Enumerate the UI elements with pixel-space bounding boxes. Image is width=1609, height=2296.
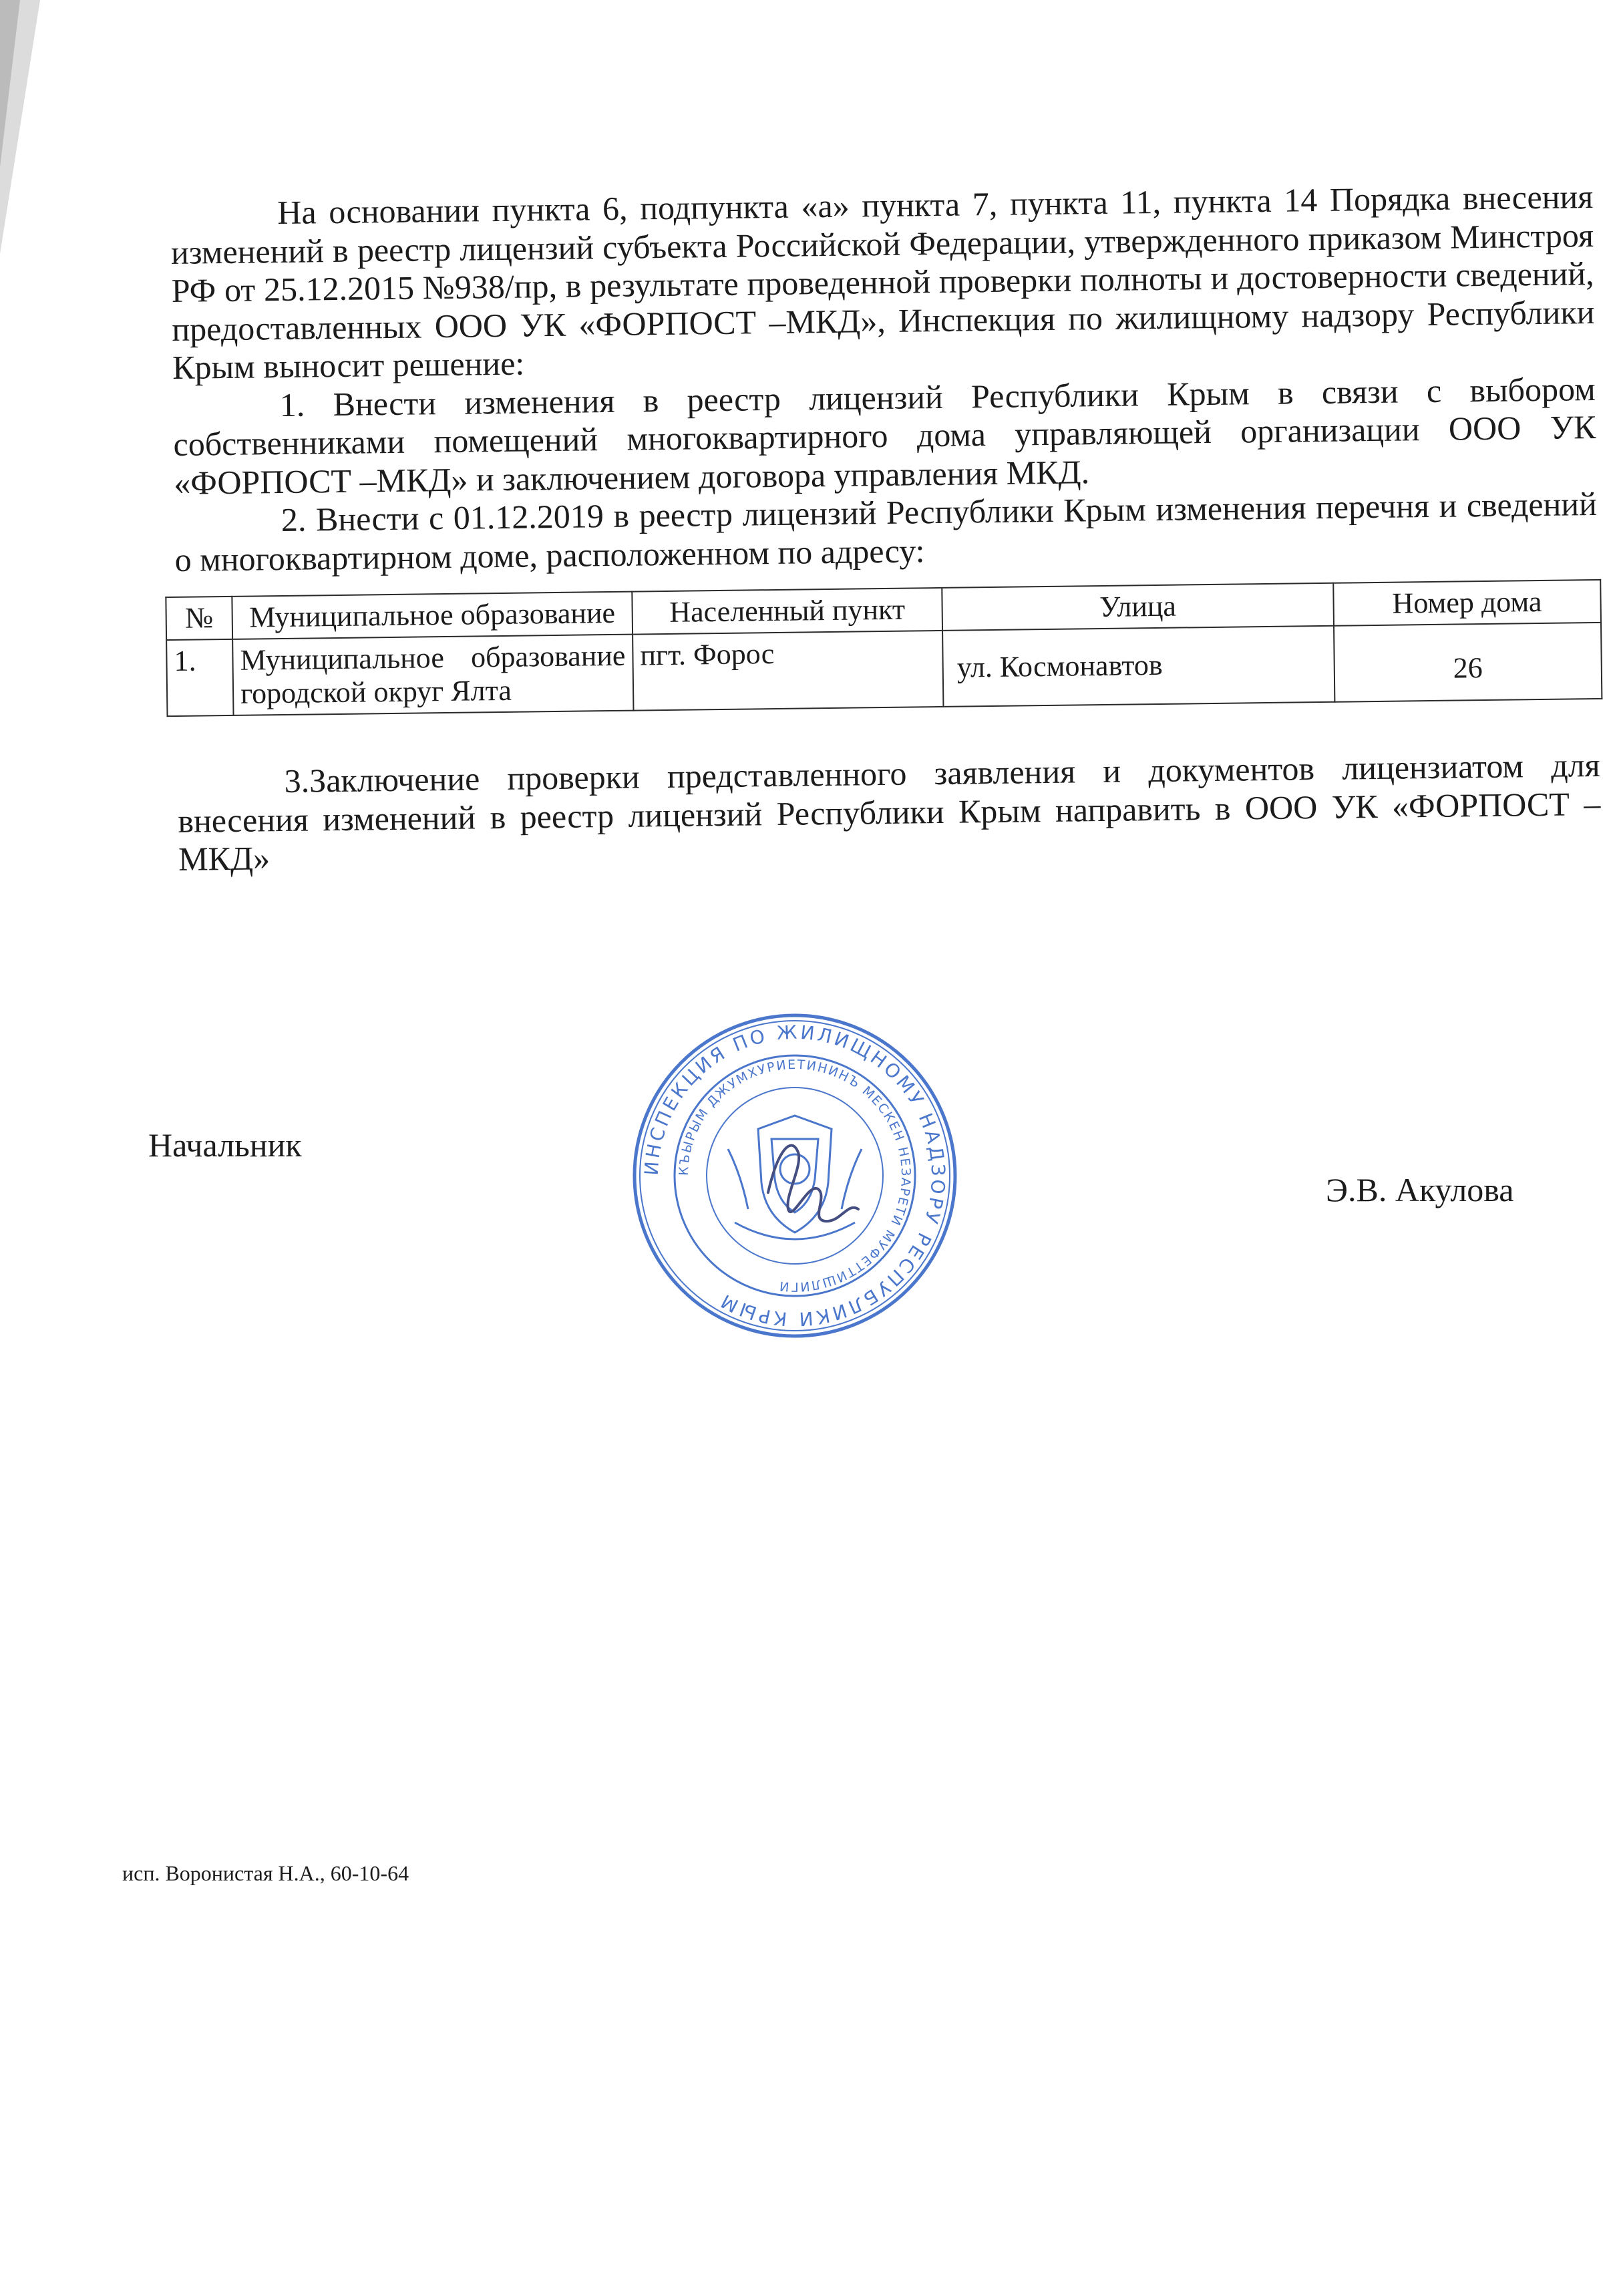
document-body xyxy=(170,178,1601,878)
decision-item-2: 2. Внести с 01.12.2019 в реестр лицензий Республики Крым изменения перечня и сведений о многоквартирном доме, расположенном по адресу: xyxy=(174,484,1598,579)
cell-locality: пгт. Форос xyxy=(633,631,944,711)
official-stamp xyxy=(628,1009,962,1349)
cell-municipality: Муниципальное образование городской округ Ялта xyxy=(232,635,633,715)
header-house-number: Номер дома xyxy=(1333,580,1601,626)
stamp-inner-text: КЪЫРЫМ ДЖУМХУРИЕТИНИНЪ МЕСКЕН НЕЗАРЕТИ МУФЕТТИШЛИГИ xyxy=(676,1057,914,1295)
address-table xyxy=(165,579,1602,717)
header-municipality: Муниципальное образование xyxy=(232,592,633,639)
decision-item-3: 3.Заключение проверки представленного заявления и документов лицензиатом для внесения изменений в реестр лицензий Республики Крым направить в ООО УК «ФОРПОСТ –МКД» xyxy=(178,746,1601,878)
stamp-outer-text: ИНСПЕКЦИЯ ПО ЖИЛИЩНОМУ НАДЗОРУ РЕСПУБЛИКИ КРЫМ xyxy=(640,1021,950,1331)
cell-house-number: 26 xyxy=(1334,623,1602,702)
header-locality: Населенный пункт xyxy=(632,588,942,635)
signatory-title: Начальник xyxy=(148,1126,302,1164)
signatory-name: Э.В. Акулова xyxy=(1326,1171,1514,1208)
paragraph-intro: На основании пункта 6, подпункта «а» пункта 7, пункта 11, пункта 14 Порядка внесения изменений в реестр лицензий субъекта Российской Федерации, утвержденного приказом Минстроя РФ от 25.12.2015 №938/пр, в результате проведенной проверки полноты и достоверности сведений, предоставленных ООО УК «ФОРПОСТ –МКД», Инспекция по жилищному надзору Республики Крым выносит решение: xyxy=(170,177,1595,386)
cell-number: 1. xyxy=(166,639,233,716)
cell-street: ул. Космонавтов xyxy=(942,626,1334,707)
header-number: № xyxy=(166,597,232,640)
decision-item-1: 1. Внести изменения в реестр лицензий Республики Крым в связи с выбором собственниками помещений многоквартирного дома управляющей организации ООО УК «ФОРПОСТ –МКД» и заключением договора управления МКД. xyxy=(173,369,1596,502)
executor-note: исп. Воронистая Н.А., 60-10-64 xyxy=(122,1861,409,1885)
scan-edge-shadow xyxy=(0,0,60,254)
header-street: Улица xyxy=(942,583,1333,631)
